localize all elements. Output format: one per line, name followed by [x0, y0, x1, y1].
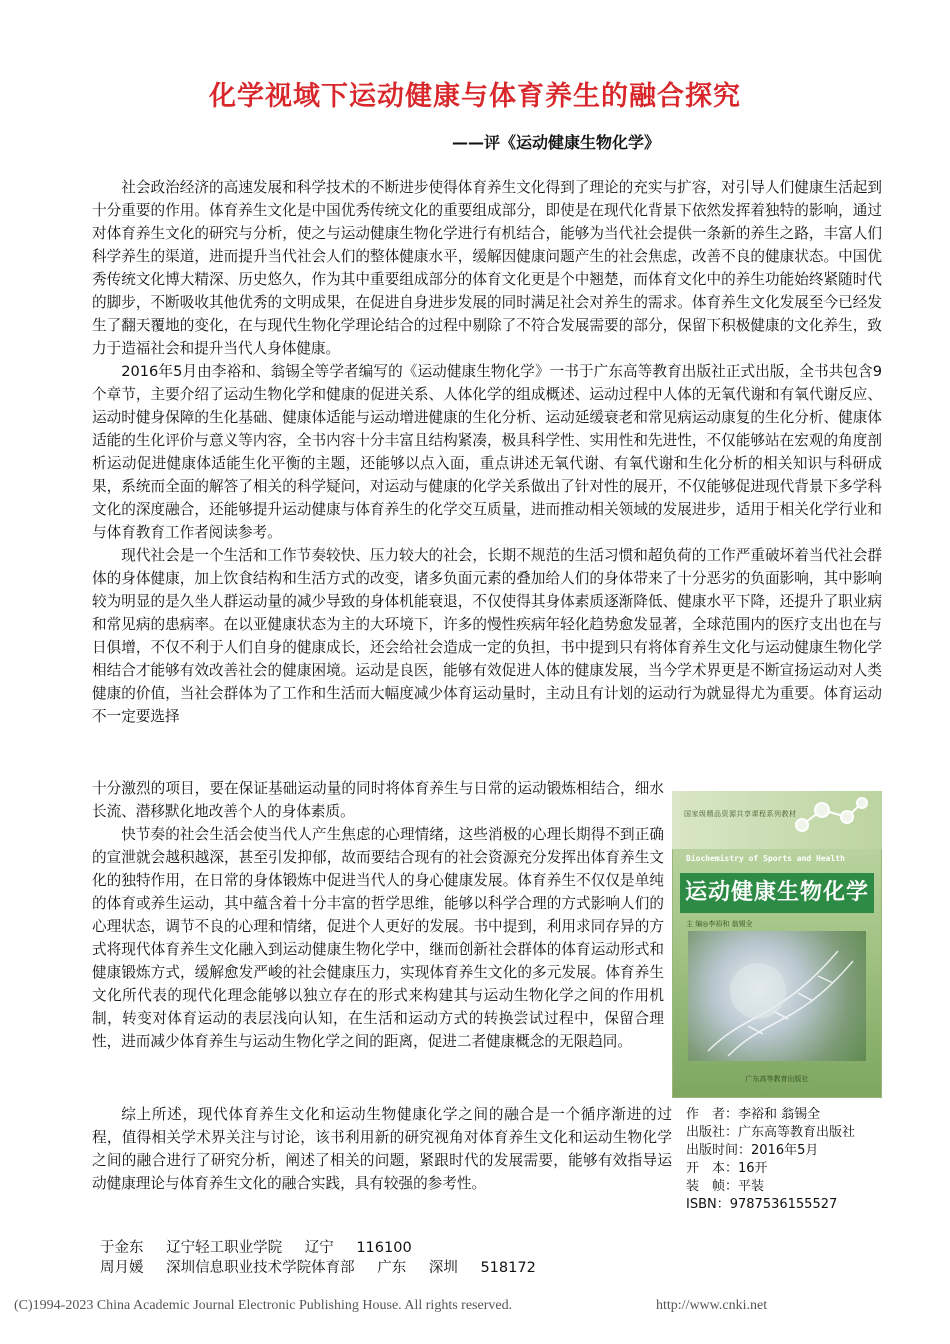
book-info	[686, 1106, 906, 1214]
author-org: 深圳信息职业技术学院体育部	[166, 1260, 355, 1276]
paragraph-3: 现代社会是一个生活和工作节奏较快、压力较大的社会，长期不规范的生活习惯和超负荷的工作严重破坏着当代社会群体的身体健康，加上饮食结构和生活方式的改变，诸多负面元素的叠加给人们的身体带来了十分恶劣的负面影响，其中影响较为明显的是久坐人群运动量的减少导致的身体机能衰退，不仅使得其身体素质逐渐降低、健康水平下降，还提升了职业病和常见病的患病率。在以亚健康状态为主的大环境下，许多的慢性疾病年轻化趋势愈发显著，全球范围内的医疗支出也在与日俱增，不仅不利于人们自身的健康成长，还会给社会造成一定的负担，书中提到只有将体育养生文化与运动健康生物化学相结合才能够有效改善社会的健康困境。运动是良医，能够有效促进人体的健康发展，当今学术界更是不断宣扬运动对人类健康的价值，当社会群体为了工作和生活而大幅度减少体育运动量时，主动且有计划的运动行为就显得尤为重要。体育运动不一定要选择	[92, 547, 882, 725]
main-text-narrow	[92, 777, 664, 1053]
paragraph-2: 2016年5月由李裕和、翁锡全等学者编写的《运动健康生物化学》一书于广东高等教育出版社正式出版，全书共包含9个章节，主要介绍了运动生物化学和健康的促进关系、人体化学的组成概述、运动过程中人体的无氧代谢和有氧代谢反应、运动时健身保障的生化基础、健康体适能与运动增进健康的生化分析、运动延缓衰老和常见病运动康复的生化分析、健康体适能的生化评价与意义等内容，全书内容十分丰富且结构紧凑，极具科学性、实用性和先进性，不仅能够站在宏观的角度剖析运动促进健康体适能生化平衡的主题，还能够以点入面，重点讲述无氧代谢、有氧代谢和生化分析的相关知识与科研成果，系统而全面的解答了相关的科学疑问，对运动与健康的化学关系做出了针对性的展开，不仅能够促进现代背景下多学科文化的深度融合，还能够提升运动健康与体育养生的化学交互质量，进而推动相关领域的发展进步，适用于相关化学行业和与体育教育工作者阅读参考。	[92, 363, 882, 541]
author-affiliations	[100, 1238, 800, 1278]
affiliation-row	[100, 1238, 800, 1258]
paragraph-1: 社会政治经济的高速发展和科学技术的不断进步使得体育养生文化得到了理论的充实与扩容，对引导人们健康生活起到十分重要的作用。体育养生文化是中国优秀传统文化的重要组成部分，即使是在现代化背景下依然发挥着独特的影响，通过对体育养生文化的研究与分析，使之与运动健康生物化学进行有机结合，能够为当代社会提供一条新的养生之路，丰富人们科学养生的渠道，进而提升当代社会人们的整体健康水平，缓解因健康问题产生的社会焦虑，改善不良的健康状态。中国优秀传统文化博大精深、历史悠久，作为其中重要组成部分的体育文化更是个中翘楚，而体育文化中的养生功能始终紧随时代的脚步，不断吸收其他优秀的文明成果，在促进自身进步发展的同时满足社会对养生的需求。体育养生文化发展至今已经发生了翻天覆地的变化，在与现代生物化学理论结合的过程中剔除了不符合发展需要的部分，保留下积极健康的文化养生，致力于造福社会和提升当代人身体健康。	[92, 179, 882, 357]
copyright-notice: (C)1994-2023 China Academic Journal Electronic Publishing House. All rights reserved.	[14, 1298, 513, 1313]
main-text-full-width	[92, 176, 882, 728]
author-org: 辽宁轻工职业学院	[166, 1240, 283, 1256]
article-subtitle: ——评《运动健康生物化学》	[451, 133, 660, 152]
author-province: 辽宁	[304, 1240, 334, 1256]
cover-publisher: 广东高等教育出版社	[745, 1075, 809, 1083]
cover-editors: 主 编◎李裕和 翁锡全	[686, 920, 753, 928]
cnki-link[interactable]: http://www.cnki.net	[656, 1298, 768, 1313]
book-publisher: 出版社：广东高等教育出版社	[686, 1125, 856, 1140]
paragraph-3-continued: 十分激烈的项目，要在保证基础运动量的同时将体育养生与日常的运动锻炼相结合，细水长流、潜移默化地改善个人的身体素质。	[92, 780, 664, 820]
book-binding: 装 帧：平装	[686, 1179, 765, 1194]
author-province: 广东	[377, 1260, 407, 1276]
cover-title-band	[680, 873, 874, 913]
book-isbn: ISBN：9787536155527	[686, 1197, 838, 1212]
article-title: 化学视域下运动健康与体育养生的融合探究	[209, 81, 741, 112]
author-name: 周月媛	[100, 1260, 144, 1276]
author-postcode: 518172	[480, 1260, 536, 1276]
book-format: 开 本：16开	[686, 1161, 768, 1176]
dna-illustration-icon	[688, 931, 866, 1061]
cover-title: 运动健康生物化学	[684, 880, 869, 905]
author-city: 深圳	[428, 1260, 458, 1276]
paragraph-4: 快节奏的社会生活会使当代人产生焦虑的心理情绪，这些消极的心理长期得不到正确的宣泄就会越积越深，甚至引发抑郁，故而要结合现有的社会资源充分发挥出体育养生文化的独特作用，在日常的身体锻炼中促进当代人的身心健康发展。体育养生不仅仅是单纯的体育或养生运动，其中蕴含着十分丰富的哲学思维，能够以科学合理的方式影响人们的心理状态，调节不良的心理和情绪，促进个人更好的发展。书中提到，利用求同存异的方式将现代体育养生文化融入到运动健康生物化学中，继而创新社会群体的体育运动形式和健康锻炼方式，缓解愈发严峻的社会健康压力，实现体育养生文化的多元发展。体育养生文化所代表的现代化理念能够以独立存在的形式来构建其与运动生物化学之间的作用机制，转变对体育运动的表层浅向认知，在生活和运动方式的转换尝试过程中，保留合理性，进而减少体育养生与运动生物化学之间的距离，促进二者健康概念的无限趋同。	[92, 826, 664, 1050]
cover-english-title: Biochemistry of Sports and Health	[686, 854, 845, 863]
author-postcode: 116100	[356, 1240, 412, 1256]
book-date: 出版时间：2016年5月	[686, 1143, 819, 1158]
conclusion-text	[92, 1103, 672, 1195]
cover-photo	[688, 931, 866, 1061]
author-name: 于金东	[100, 1240, 144, 1256]
book-cover-image	[672, 791, 882, 1098]
affiliation-row	[100, 1258, 800, 1278]
book-author: 作 者：李裕和 翁锡全	[686, 1107, 821, 1122]
paragraph-5: 综上所述，现代体育养生文化和运动生物健康化学之间的融合是一个循序渐进的过程，值得相关学术界关注与讨论，该书利用新的研究视角对体育养生文化和运动生物化学之间的融合进行了研究分析，阐述了相关的问题，紧跟时代的发展需要，能够有效指导运动健康理论与体育养生文化的融合实践，具有较强的参考性。	[92, 1106, 672, 1192]
cover-series-label: 国家级精品资源共享课程系列教材	[684, 810, 797, 818]
molecule-icon	[792, 795, 872, 845]
